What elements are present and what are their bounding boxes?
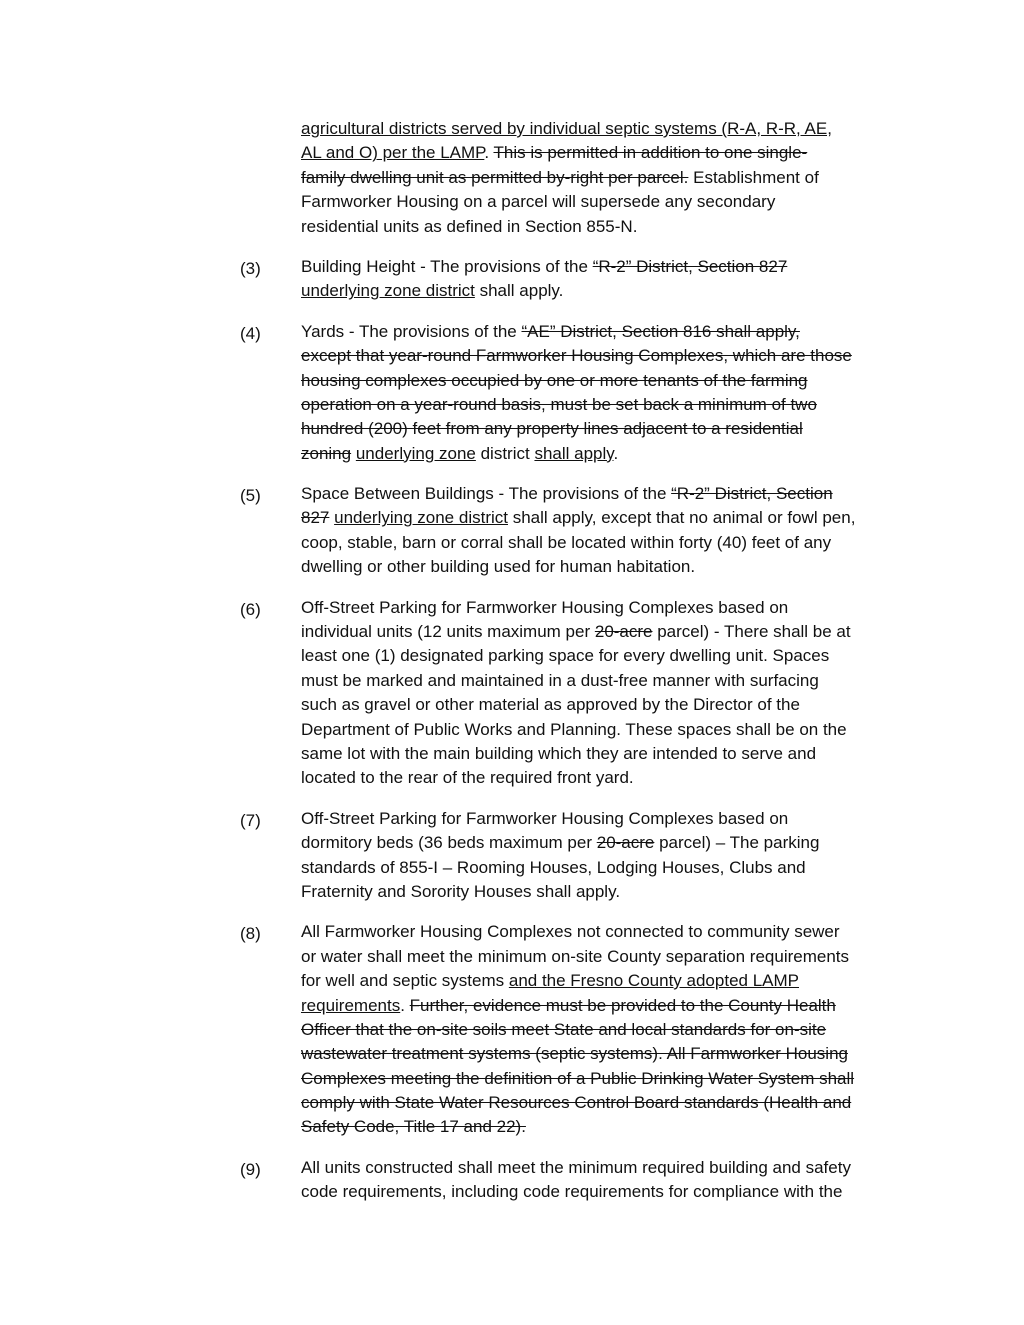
text: such as gravel or other material as approved by the Director of the xyxy=(301,695,800,715)
text-line xyxy=(301,417,1024,441)
deleted-text: “AE” District, Section 816 shall apply, xyxy=(521,321,800,341)
text: located to the rear of the required front yard. xyxy=(301,768,634,788)
text: least one (1) designated parking space for every dwelling unit. Spaces xyxy=(301,646,830,666)
text: Establishment of xyxy=(688,167,819,187)
text: All Farmworker Housing Complexes not connected to community sewer xyxy=(301,922,840,942)
text: same lot with the main building which they are intended to serve and xyxy=(301,743,817,763)
text-line xyxy=(301,482,1024,506)
text-line xyxy=(301,856,1024,880)
deleted-text: 827 xyxy=(301,508,330,528)
section-paragraph xyxy=(0,255,1024,304)
text: Building Height - The provisions of the xyxy=(301,256,593,276)
deleted-text: except that year-round Farmworker Housing Complexes, which are those xyxy=(301,346,852,366)
text: Off-Street Parking for Farmworker Housing Complexes based on xyxy=(301,597,789,617)
text: Farmworker Housing on a parcel will supersede any secondary xyxy=(301,192,776,212)
deleted-text: Further, evidence must be provided to the County Health xyxy=(409,995,836,1015)
text: shall apply, except that no animal or fowl pen, xyxy=(507,508,856,528)
text-line xyxy=(301,531,1024,555)
deleted-text: Safety Code, Title 17 and 22). xyxy=(301,1117,526,1137)
text-line xyxy=(301,117,1024,141)
deleted-text: zoning xyxy=(301,443,352,463)
text-line xyxy=(301,920,1024,944)
text-line xyxy=(301,393,1024,417)
deleted-text: operation on a year-round basis, must be set back a minimum of two xyxy=(301,394,817,414)
inserted-text: AL and O) per the LAMP xyxy=(301,143,485,163)
deleted-text: 20-acre xyxy=(594,622,653,642)
text-line xyxy=(301,1180,1024,1204)
deleted-text: 20-acre xyxy=(596,833,655,853)
deleted-text: This is permitted in addition to one single- xyxy=(493,143,808,163)
text-line xyxy=(301,555,1024,579)
section-number: (4) xyxy=(240,323,261,343)
text-line xyxy=(301,742,1024,766)
text-line xyxy=(301,994,1024,1018)
section-paragraph xyxy=(0,320,1024,466)
text-line xyxy=(301,1156,1024,1180)
inserted-text: underlying zone xyxy=(355,443,476,463)
text-line xyxy=(301,644,1024,668)
text: Yards - The provisions of the xyxy=(301,321,522,341)
text-line xyxy=(301,320,1024,344)
text: dormitory beds (36 beds maximum per xyxy=(301,833,597,853)
text-line xyxy=(301,1018,1024,1042)
text: shall apply. xyxy=(474,281,564,301)
inserted-text: shall apply xyxy=(534,443,614,463)
text-line xyxy=(301,766,1024,790)
text: . xyxy=(613,443,619,463)
text: Off-Street Parking for Farmworker Housing Complexes based on xyxy=(301,808,789,828)
text-line xyxy=(301,945,1024,969)
text: All units constructed shall meet the minimum required building and safety xyxy=(301,1157,851,1177)
text-line xyxy=(301,166,1024,190)
text-line xyxy=(301,369,1024,393)
text-line xyxy=(301,1067,1024,1091)
section-paragraph xyxy=(0,920,1024,1140)
text-line xyxy=(301,255,1024,279)
text: dwelling or other building used for human habitation. xyxy=(301,557,696,577)
deleted-text: “R-2” District, Section xyxy=(671,484,833,504)
section-number: (5) xyxy=(240,486,261,506)
text: parcel) - There shall be at xyxy=(652,622,851,642)
text: district xyxy=(475,443,535,463)
text-line xyxy=(301,1115,1024,1139)
text-line xyxy=(301,190,1024,214)
text: Space Between Buildings - The provisions of the xyxy=(301,484,672,504)
deleted-text: wastewater treatment systems (septic systems). All Farmworker Housing xyxy=(301,1044,848,1064)
section-paragraph xyxy=(0,807,1024,905)
inserted-text: requirements xyxy=(301,995,401,1015)
section-number: (7) xyxy=(240,810,261,830)
text: must be marked and maintained in a dust-free manner with surfacing xyxy=(301,670,819,690)
deleted-text: housing complexes occupied by one or more tenants of the farming xyxy=(301,370,808,390)
text-line xyxy=(301,596,1024,620)
deleted-text: “R-2” District, Section 827 xyxy=(592,256,788,276)
inserted-text: underlying zone district xyxy=(334,508,508,528)
section-number: (3) xyxy=(240,258,261,278)
text-line xyxy=(301,344,1024,368)
text-line xyxy=(301,506,1024,530)
text-line xyxy=(301,1091,1024,1115)
section-number: (8) xyxy=(240,924,261,944)
section-paragraph xyxy=(0,482,1024,580)
text: Department of Public Works and Planning. These spaces shall be on the xyxy=(301,719,847,739)
text-line xyxy=(301,831,1024,855)
text-line xyxy=(301,669,1024,693)
text: residential units as defined in Section 855-N. xyxy=(301,216,638,236)
section-number: (9) xyxy=(240,1159,261,1179)
deleted-text: comply with State Water Resources Control Board standards (Health and xyxy=(301,1093,852,1113)
text: Fraternity and Sorority Houses shall apply. xyxy=(301,881,621,901)
text-line xyxy=(301,620,1024,644)
section-number: (6) xyxy=(240,599,261,619)
text-line xyxy=(301,969,1024,993)
text: standards of 855-I – Rooming Houses, Lodging Houses, Clubs and xyxy=(301,857,806,877)
text-line xyxy=(301,718,1024,742)
section-paragraph xyxy=(0,117,1024,239)
deleted-text: family dwelling unit as permitted by-right per parcel. xyxy=(301,167,689,187)
inserted-text: and the Fresno County adopted LAMP xyxy=(508,971,799,991)
text: . xyxy=(484,143,494,163)
section-paragraph xyxy=(0,1156,1024,1205)
inserted-text: underlying zone district xyxy=(301,281,475,301)
text: or water shall meet the minimum on-site County separation requirements xyxy=(301,946,850,966)
text: for well and septic systems xyxy=(301,971,509,991)
text: individual units (12 units maximum per xyxy=(301,622,595,642)
deleted-text: Complexes meeting the definition of a Public Drinking Water System shall xyxy=(301,1068,855,1088)
text-line xyxy=(301,693,1024,717)
text: parcel) – The parking xyxy=(654,833,820,853)
section-paragraph xyxy=(0,596,1024,791)
inserted-text: agricultural districts served by individual septic systems (R-A, R-R, AE, xyxy=(301,119,832,138)
text-line xyxy=(301,279,1024,303)
text-line xyxy=(301,807,1024,831)
deleted-text: hundred (200) feet from any property lines adjacent to a residential xyxy=(301,419,803,439)
text: code requirements, including code requirements for compliance with the xyxy=(301,1182,843,1202)
deleted-text: Officer that the on-site soils meet State and local standards for on-site xyxy=(301,1019,827,1039)
text-line xyxy=(301,215,1024,239)
text-line xyxy=(301,141,1024,165)
text: coop, stable, barn or corral shall be located within forty (40) feet of any xyxy=(301,532,832,552)
text: . xyxy=(400,995,410,1015)
text-line xyxy=(301,880,1024,904)
text-line xyxy=(301,1042,1024,1066)
document-page xyxy=(0,117,1024,1221)
text-line xyxy=(301,442,1024,466)
